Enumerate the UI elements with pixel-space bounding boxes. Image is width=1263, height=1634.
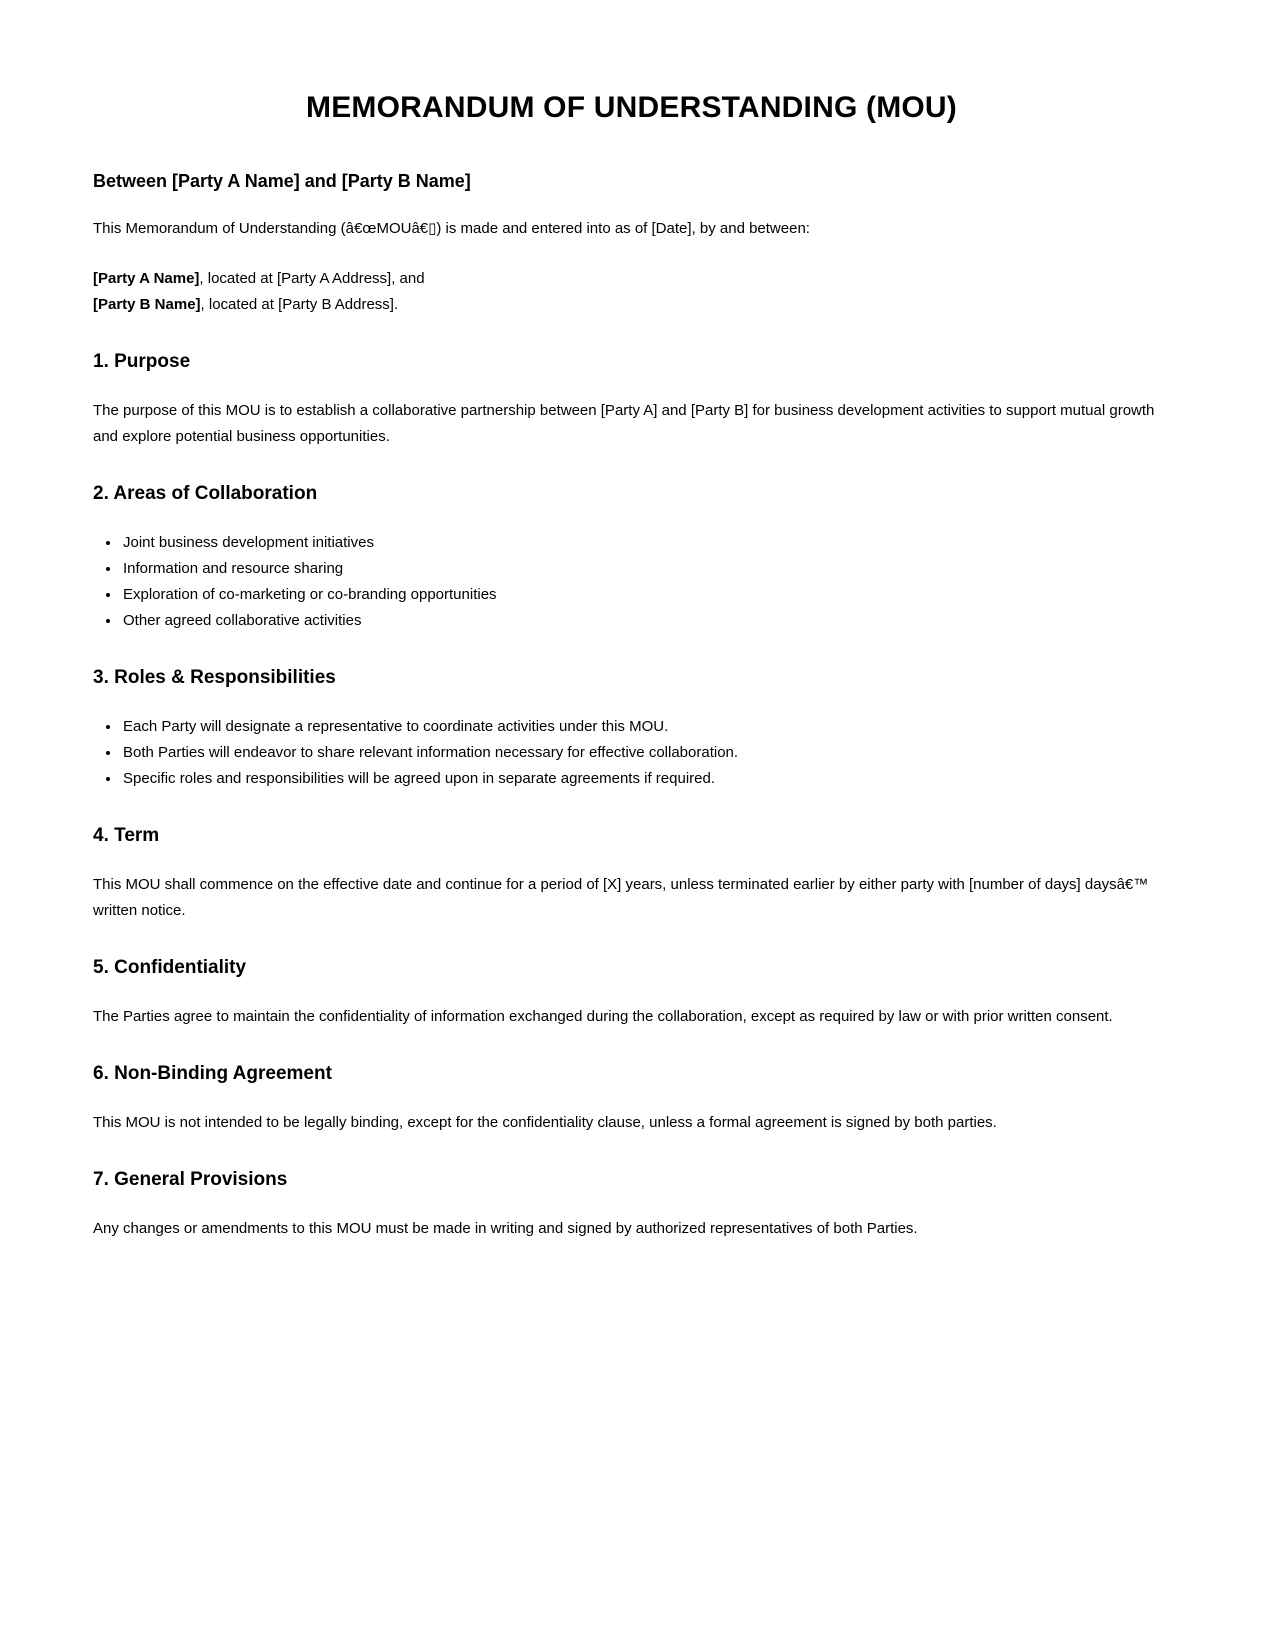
party-b-rest: , located at [Party B Address]. bbox=[200, 296, 399, 313]
section-heading-roles-responsibilities: 3. Roles & Responsibilities bbox=[93, 667, 336, 688]
party-b-name: [Party B Name] bbox=[93, 296, 201, 313]
section-paragraph-non-binding-agreement: This MOU is not intended to be legally binding, except for the confidentiality clause, unless a formal agreement is signed by both parties. bbox=[93, 1114, 997, 1131]
areas-of-collaboration-list bbox=[93, 530, 1170, 634]
parties-heading: Between [Party A Name] and [Party B Name] bbox=[93, 171, 471, 191]
party-a-rest: , located at [Party A Address], and bbox=[199, 270, 425, 287]
intro-paragraph: This Memorandum of Understanding (â€œMOUâ€▯) is made and entered into as of [Date], by and between: bbox=[93, 220, 810, 237]
party-a-name: [Party A Name] bbox=[93, 270, 200, 287]
parties-paragraph bbox=[93, 266, 1170, 318]
section-heading-confidentiality: 5. Confidentiality bbox=[93, 957, 247, 978]
list-item: • Each Party will designate a representative to coordinate activities under this MOU. bbox=[121, 714, 1170, 740]
list-item: • Other agreed collaborative activities bbox=[121, 608, 1170, 634]
section-heading-purpose: 1. Purpose bbox=[93, 351, 191, 372]
section-heading-general-provisions: 7. General Provisions bbox=[93, 1169, 288, 1190]
list-item: • Information and resource sharing bbox=[121, 556, 1170, 582]
document-title: MEMORANDUM OF UNDERSTANDING (MOU) bbox=[306, 91, 957, 124]
list-item: • Exploration of co-marketing or co-branding opportunities bbox=[121, 582, 1170, 608]
list-item: • Joint business development initiatives bbox=[121, 530, 1170, 556]
section-heading-term: 4. Term bbox=[93, 825, 160, 846]
section-paragraph-purpose: The purpose of this MOU is to establish a collaborative partnership between [Party A] and [Party B] for business development activities to support mutual growth and explore potential business opportunities. bbox=[93, 402, 1155, 445]
section-paragraph-term: This MOU shall commence on the effective date and continue for a period of [X] years, unless terminated earlier by either party with [number of days] daysâ€™ written notice. bbox=[93, 876, 1149, 919]
list-item: • Both Parties will endeavor to share relevant information necessary for effective collaboration. bbox=[121, 740, 1170, 766]
section-heading-areas-of-collaboration: 2. Areas of Collaboration bbox=[93, 483, 318, 504]
list-item: • Specific roles and responsibilities will be agreed upon in separate agreements if required. bbox=[121, 766, 1170, 792]
section-paragraph-general-provisions: Any changes or amendments to this MOU must be made in writing and signed by authorized representatives of both Parties. bbox=[93, 1220, 918, 1237]
roles-responsibilities-list bbox=[93, 714, 1170, 792]
section-paragraph-confidentiality: The Parties agree to maintain the confidentiality of information exchanged during the collaboration, except as required by law or with prior written consent. bbox=[93, 1008, 1113, 1025]
section-heading-non-binding-agreement: 6. Non-Binding Agreement bbox=[93, 1063, 332, 1084]
